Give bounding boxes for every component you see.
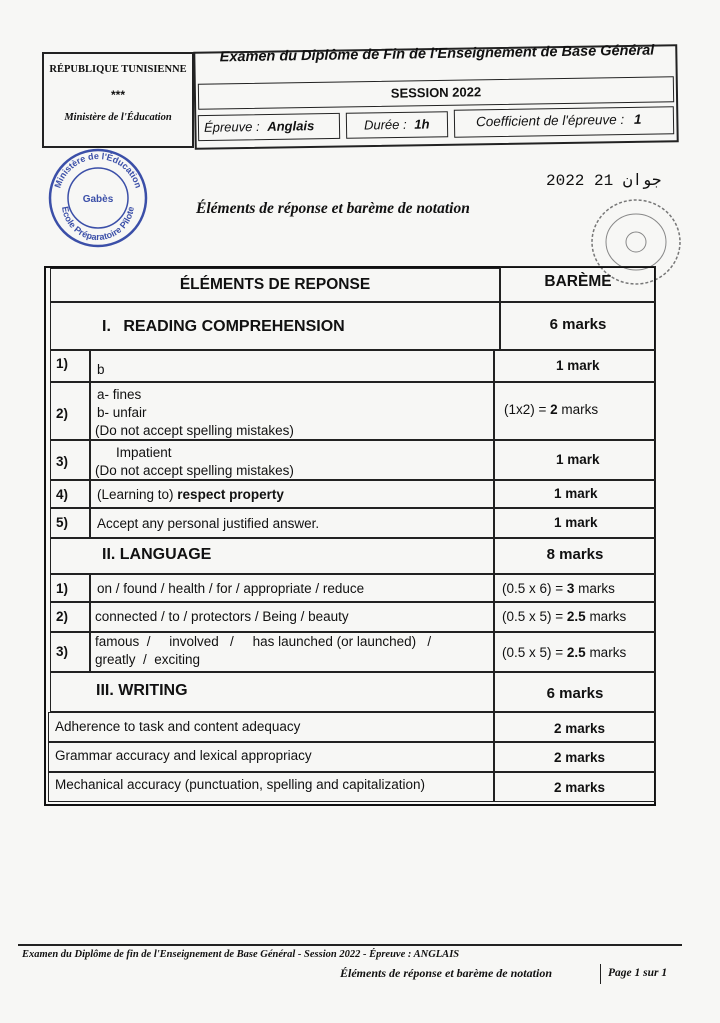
l1-mark	[502, 581, 615, 596]
l1-num: 1)	[56, 581, 69, 596]
r4-mark-text: 1 mark	[554, 486, 598, 501]
duree-label: Durée :	[363, 116, 407, 133]
r3-line2: (Do not accept spelling mistakes)	[95, 463, 294, 478]
ministry-label: Ministère de l'Éducation	[64, 112, 172, 123]
r2-num: 2)	[56, 406, 69, 421]
r5-mark	[554, 515, 598, 530]
r4-num: 4)	[56, 487, 69, 502]
w3-mark	[554, 780, 605, 795]
coef-label: Coefficient de l'épreuve :	[475, 111, 625, 130]
writing-title: III. WRITING	[96, 682, 188, 699]
r1-mark	[556, 358, 600, 373]
w3-label: Mechanical accuracy (punctuation, spelling and capitalization)	[55, 777, 425, 792]
r2-mark-suffix: marks	[557, 402, 599, 417]
footer-line1: Examen du Diplôme de fin de l'Enseignement de Base Général - Session 2022 - Épreuve : ANGLAIS	[22, 949, 460, 960]
l1-mark-suffix: marks	[574, 581, 615, 596]
l1-mark-prefix: (0.5 x 6) =	[502, 581, 567, 596]
epreuve-field	[204, 118, 314, 135]
date-text: 2022 جوان 21	[546, 172, 662, 190]
l2-answer: connected / to / protectors / Being / beauty	[95, 609, 349, 624]
footer-line2: Éléments de réponse et barème de notation	[340, 966, 552, 980]
r3-mark	[556, 452, 600, 467]
l2-mark-suffix: marks	[585, 609, 627, 624]
stamp-top-text: Ministère de l'Éducation	[52, 150, 144, 190]
l3-mark-suffix: marks	[585, 645, 627, 660]
r3-num: 3)	[56, 454, 69, 469]
r2-line2: b- unfair	[97, 405, 147, 420]
w1-mark-text: 2 marks	[554, 721, 606, 736]
r3-line1: Impatient	[116, 445, 172, 460]
reading-label: READING COMPREHENSION	[123, 318, 345, 335]
duree-field	[364, 116, 430, 132]
r2-line3: (Do not accept spelling mistakes)	[95, 423, 294, 438]
r5-mark-text: 1 mark	[554, 515, 598, 530]
w2-label: Grammar accuracy and lexical appropriacy	[55, 748, 312, 763]
l2-mark-value: 2.5	[566, 609, 586, 624]
l3-mark-prefix: (0.5 x 5) =	[502, 645, 567, 660]
r2-line1: a- fines	[97, 387, 142, 402]
l3-mark-value: 2.5	[566, 645, 586, 660]
reading-num: I.	[102, 318, 111, 335]
r4-mark	[554, 486, 598, 501]
col2-header: BARÈME	[544, 273, 612, 290]
l2-mark-prefix: (0.5 x 5) =	[502, 609, 567, 624]
school-stamp	[46, 146, 150, 250]
w1-mark	[554, 721, 605, 736]
r5-num: 5)	[56, 515, 69, 530]
coef-field	[476, 112, 642, 130]
w1-label: Adherence to task and content adequacy	[55, 719, 301, 734]
l1-answer: on / found / health / for / appropriate / reduce	[97, 581, 365, 596]
stamp-bottom-text: École Préparatoire Pilote	[60, 205, 136, 243]
doc-title: Éléments de réponse et barème de notation	[196, 200, 470, 217]
l3-num: 3)	[56, 644, 69, 659]
l1-mark-value: 3	[566, 581, 575, 596]
r3-mark-text: 1 mark	[556, 452, 600, 467]
r5-answer: Accept any personal justified answer.	[97, 516, 320, 531]
duree-value: 1h	[414, 116, 430, 132]
r1-num: 1)	[56, 356, 69, 371]
r1-mark-text: 1 mark	[556, 358, 600, 373]
w2-mark-text: 2 marks	[554, 750, 606, 765]
l3-mark	[502, 645, 626, 660]
w2-mark	[554, 750, 605, 765]
r4-answer-bold: respect property	[177, 487, 284, 502]
l3-line2: greatly / exciting	[95, 652, 201, 667]
reading-title	[102, 318, 345, 336]
footer-page: Page 1 sur 1	[608, 967, 668, 979]
col1-header: ÉLÉMENTS DE REPONSE	[179, 276, 371, 293]
session-label: SESSION 2022	[390, 84, 482, 101]
l2-num: 2)	[56, 609, 69, 624]
row-answer-cell	[90, 350, 494, 382]
republic-label: RÉPUBLIQUE TUNISIENNE	[49, 64, 187, 75]
reading-marks: 6 marks	[549, 316, 607, 333]
r2-mark	[504, 402, 598, 417]
r2-mark-prefix: (1x2) =	[504, 402, 551, 417]
l2-mark	[502, 609, 626, 624]
w3-mark-text: 2 marks	[554, 780, 606, 795]
footer-rule	[18, 944, 682, 946]
epreuve-value: Anglais	[267, 118, 315, 134]
r2-mark-value: 2	[550, 402, 558, 417]
language-marks: 8 marks	[546, 546, 604, 563]
r1-answer: b	[97, 362, 105, 377]
stars: ***	[110, 88, 125, 102]
epreuve-label: Épreuve :	[203, 118, 260, 135]
exam-title: Examen du Diplôme de Fin de l'Enseignement de Base Général	[219, 42, 655, 66]
coef-value: 1	[633, 111, 642, 127]
language-title: II. LANGUAGE	[102, 546, 212, 563]
footer-divider	[600, 964, 601, 984]
writing-marks: 6 marks	[546, 685, 604, 702]
r4-answer-plain: (Learning to)	[97, 487, 178, 502]
r4-answer	[97, 487, 284, 502]
l3-line1: famous / involved / has launched (or launched) /	[95, 634, 432, 649]
stamp-center-text: Gabès	[82, 194, 114, 205]
